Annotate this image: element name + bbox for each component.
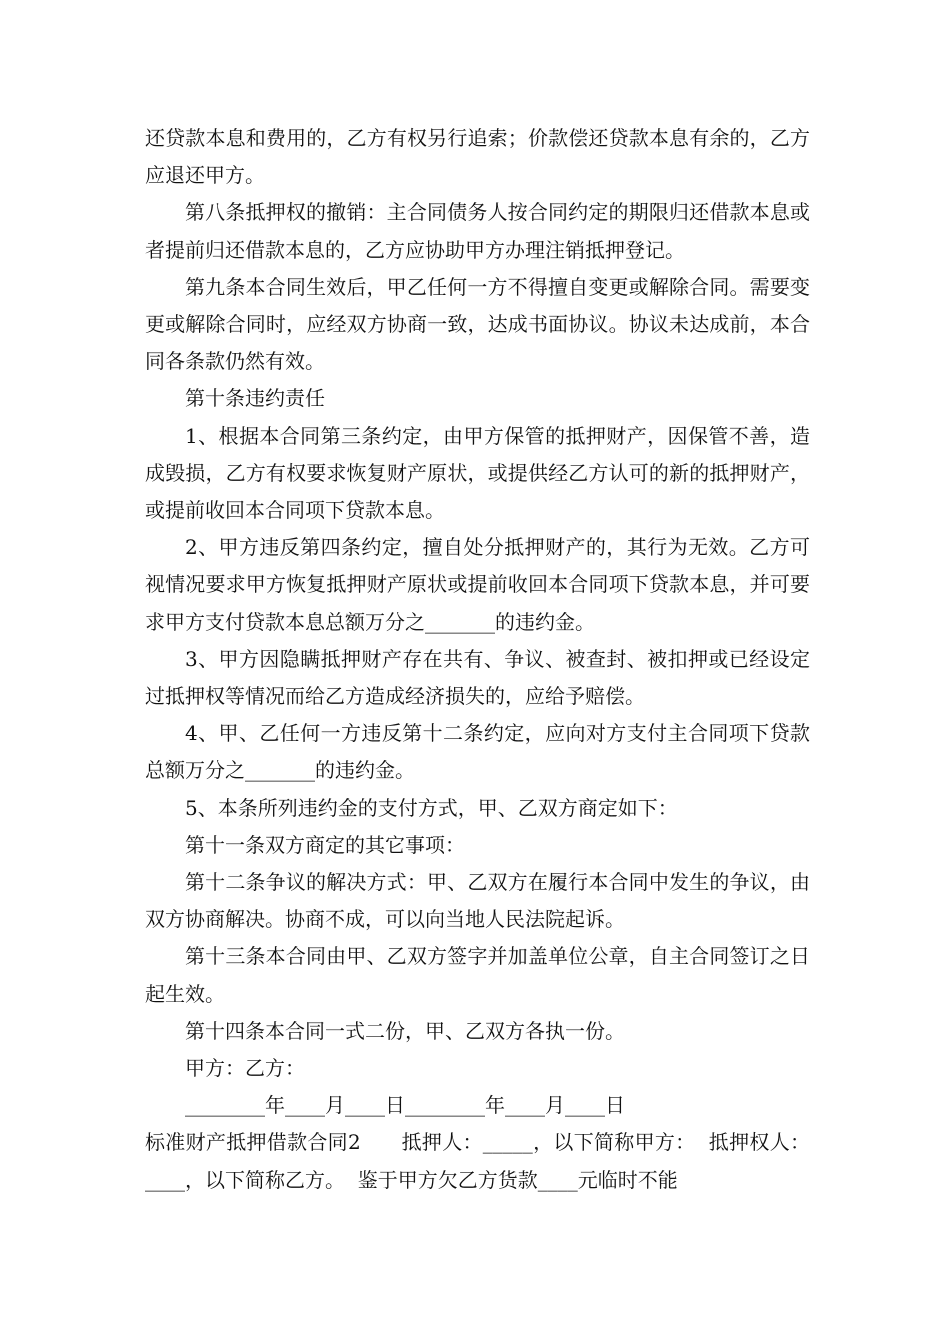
paragraph-article-14: 第十四条本合同一式二份，甲、乙双方各执一份。 bbox=[185, 1018, 625, 1043]
signature-date-line: ________年____月____日________年____月____日 bbox=[185, 1093, 625, 1118]
paragraph-article-10-item-5: 5、本条所列违约金的支付方式，甲、乙双方商定如下： bbox=[185, 795, 678, 820]
paragraph-continuation: 还贷款本息和费用的，乙方有权另行追索；价款偿还贷款本息有余的，乙方应退还甲方。 bbox=[145, 126, 810, 188]
paragraph-article-9: 第九条本合同生效后，甲乙任何一方不得擅自变更或解除合同。需要变更或解除合同时，应经双方协商一致，达成书面协议。协议未达成前，本合同各条款仍然有效。 bbox=[145, 274, 810, 374]
paragraph-article-10-item-1: 1、根据本合同第三条约定，由甲方保管的抵押财产，因保管不善，造成毁损，乙方有权要求恢复财产原状，或提供经乙方认可的新的抵押财产，或提前收回本合同项下贷款本息。 bbox=[145, 423, 810, 523]
paragraph-article-10-heading: 第十条违约责任 bbox=[185, 386, 325, 411]
paragraph-article-10-item-3: 3、甲方因隐瞒抵押财产存在共有、争议、被查封、被扣押或已经设定过抵押权等情况而给乙方造成经济损失的，应给予赔偿。 bbox=[145, 646, 810, 709]
paragraph-article-10-item-2: 2、甲方违反第四条约定，擅自处分抵押财产的，其行为无效。乙方可视情况要求甲方恢复抵押财产原状或提前收回本合同项下贷款本息，并可要求甲方支付贷款本息总额万分之_______的违约金。 bbox=[145, 535, 810, 634]
paragraph-article-11: 第十一条双方商定的其它事项： bbox=[185, 832, 465, 857]
paragraph-contract-2-intro: 标准财产抵押借款合同2 抵押人：_____，以下简称甲方： 抵押权人：____，以下简称乙方。 鉴于甲方欠乙方货款____元临时不能 bbox=[145, 1130, 810, 1192]
document-page bbox=[145, 120, 810, 1199]
signature-parties-line: 甲方：乙方： bbox=[185, 1056, 305, 1081]
paragraph-article-8: 第八条抵押权的撤销：主合同债务人按合同约定的期限归还借款本息或者提前归还借款本息的，乙方应协助甲方办理注销抵押登记。 bbox=[145, 200, 810, 262]
paragraph-article-12: 第十二条争议的解决方式：甲、乙双方在履行本合同中发生的争议，由双方协商解决。协商不成，可以向当地人民法院起诉。 bbox=[145, 870, 810, 932]
paragraph-article-10-item-4: 4、甲、乙任何一方违反第十二条约定，应向对方支付主合同项下贷款总额万分之_______的违约金。 bbox=[145, 721, 810, 783]
paragraph-article-13: 第十三条本合同由甲、乙双方签字并加盖单位公章，自主合同签订之日起生效。 bbox=[145, 944, 810, 1006]
